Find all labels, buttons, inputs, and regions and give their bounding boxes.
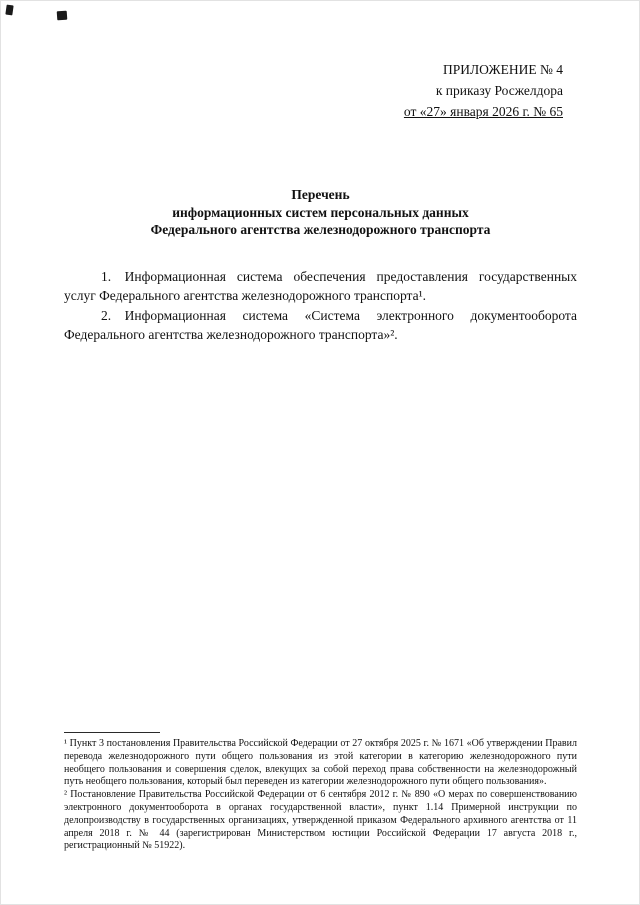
footnotes-section — [64, 732, 577, 853]
footnote: ¹ Пункт 3 постановления Правительства Российской Федерации от 27 октября 2025 г. № 1671 «Об утверждении Правил перевода железнодорожного пути общего пользования из этой категории в категорию железнодорожного пути необщего пользования и совершения сделок, влекущих за собой переход права собственности на железнодорожный путь необщего пользования, который был переведен из категории железнодорожного пути общего пользования». — [64, 738, 577, 788]
order-date-number: от «27» января 2026 г. № 65 — [403, 104, 563, 119]
list-item: 1. Информационная система обеспечения предоставления государственных услуг Федерального агентства железнодорожного транспорта¹. — [64, 268, 577, 303]
title-line-2: информационных систем персональных данных — [172, 204, 469, 220]
appendix-number: ПРИЛОЖЕНИЕ № 4 — [442, 62, 563, 77]
appendix-header — [64, 59, 577, 122]
document-title — [64, 186, 577, 239]
order-reference: к приказу Росжелдора — [435, 83, 563, 98]
list-item: 2. Информационная система «Система электронного документооборота Федерального агентства железнодорожного транспорта»². — [64, 307, 577, 342]
footnote-separator — [64, 732, 160, 733]
footnote: ² Постановление Правительства Российской Федерации от 6 сентября 2012 г. № 890 «О мерах по совершенствованию электронного документооборота в органах государственной власти», пункт 1.14 Примерной инструкции по делопроизводству в государственных организациях, утвержденной приказом Федерального архивного агентства от 11 апреля 2018 г. № 44 (зарегистрирован Министерством юстиции Российской Федерации 17 августа 2018 г., регистрационный № 51922). — [64, 789, 577, 852]
scan-artifact-icon — [5, 5, 13, 16]
title-line-1: Перечень — [291, 187, 350, 202]
document-content — [64, 1, 577, 345]
title-line-3: Федерального агентства железнодорожного транспорта — [150, 222, 491, 237]
document-body — [64, 267, 577, 345]
